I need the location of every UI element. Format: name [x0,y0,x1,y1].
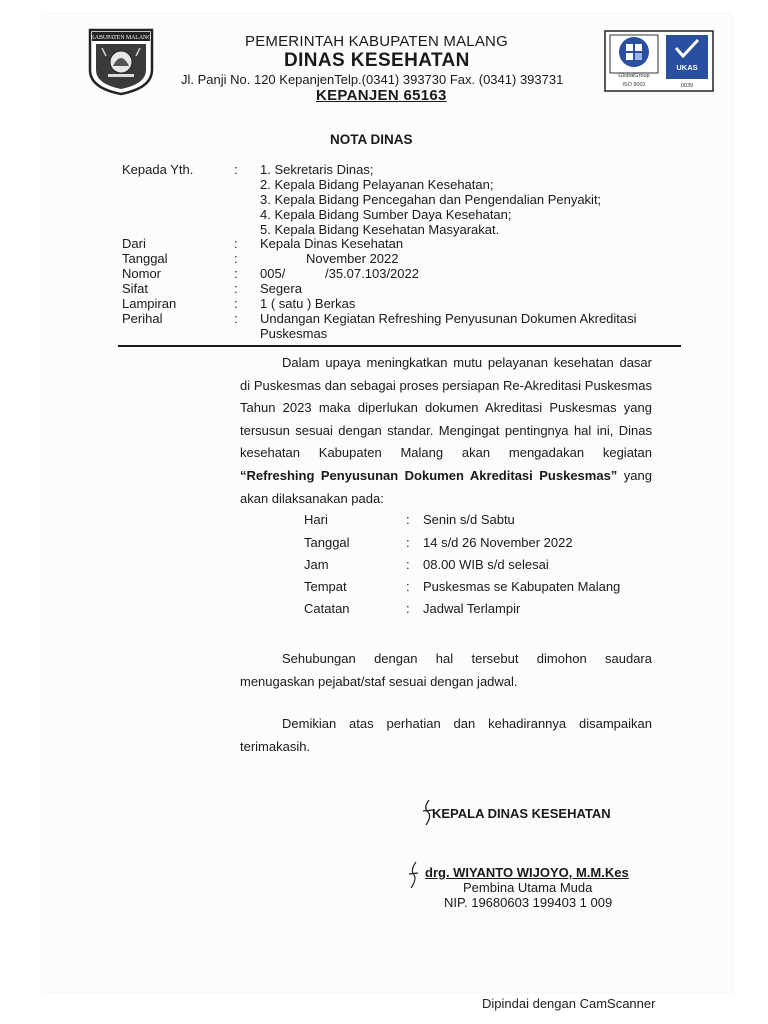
svg-text:ISO 9001: ISO 9001 [622,82,646,88]
subject-value: Undangan Kegiatan Refreshing Penyusunan Dokumen Akreditasi [260,311,637,326]
svg-text:0039: 0039 [680,83,694,89]
schedule-label: Jam [304,557,329,572]
paragraph-text: Sehubungan dengan hal tersebut dimohon saudara menugaskan pejabat/staf sesuai dengan jadwal. [240,651,652,689]
attachment-label: Lampiran [122,296,177,311]
agency-address: Jl. Panji No. 120 KepanjenTelp.(0341) 393730 Fax. (0341) 393731 [181,72,564,87]
subject-value-cont: Puskesmas [260,326,328,341]
kabupaten-malang-logo [86,26,156,96]
colon: : [234,266,238,281]
schedule-value: Senin s/d Sabtu [423,512,515,527]
colon: : [234,251,238,266]
svg-text:KABUPATEN MALANG: KABUPATEN MALANG [90,35,152,41]
attachment-value: 1 ( satu ) Berkas [260,296,356,311]
colon: : [234,311,238,326]
signature-mark [406,860,422,890]
schedule-label: Tempat [304,579,347,594]
svg-text:UKAS: UKAS [676,63,698,72]
recipient-item: 3. Kepala Bidang Pencegahan dan Pengendalian Penyakit; [260,192,602,207]
colon: : [406,601,410,616]
from-value: Kepala Dinas Kesehatan [260,236,404,251]
colon: : [234,162,238,177]
nature-value: Segera [260,281,302,296]
colon: : [234,296,238,311]
schedule-label: Tanggal [304,535,350,550]
scanner-watermark: Dipindai dengan CamScanner [482,996,656,1011]
separator-line [118,345,681,347]
event-name: “Refreshing Penyusunan Dokumen Akreditasi Puskesmas” [240,467,618,483]
number-value-part1: 005/ [260,266,286,281]
schedule-value: Jadwal Terlampir [423,601,521,616]
agency-name: DINAS KESEHATAN [284,50,470,71]
body-paragraph-1 [240,352,652,510]
number-value-part2: /35.07.103/2022 [325,266,419,281]
colon: : [406,557,410,572]
iso-ukas-certification-logo [604,30,714,92]
date-label: Tanggal [122,251,168,266]
signatory-nip: NIP. 19680603 199403 1 009 [444,895,613,910]
colon: : [406,512,410,527]
colon: : [406,535,410,550]
colon: : [406,579,410,594]
signatory-rank: Pembina Utama Muda [463,880,593,895]
schedule-value: Puskesmas se Kabupaten Malang [423,579,621,594]
signatory-title: KEPALA DINAS KESEHATAN [432,806,611,821]
schedule-value: 14 s/d 26 November 2022 [423,535,573,550]
from-label: Dari [122,236,146,251]
schedule-value: 08.00 WIB s/d selesai [423,557,549,572]
date-value: November 2022 [306,251,399,266]
paragraph-text: Demikian atas perhatian dan kehadirannya disampaikan terimakasih. [240,716,652,754]
colon: : [234,281,238,296]
nature-label: Sifat [122,281,149,296]
schedule-label: Catatan [304,601,350,616]
body-paragraph-3 [240,713,652,758]
agency-city: KEPANJEN 65163 [316,87,447,104]
recipient-item: 2. Kepala Bidang Pelayanan Kesehatan; [260,177,494,192]
paragraph-text: Dalam upaya meningkatkan mutu pelayanan kesehatan dasar di Puskesmas dan sebagai proses persiapan Re-Akreditasi Puskesmas Tahun 2023 maka diperlukan dokumen Akreditasi Puskesmas yang tersusun sesuai dengan standar. Mengingat pentingnya hal ini, Dinas kesehatan Kabupaten Malang akan mengadakan kegiatan [240,355,652,461]
document-title: NOTA DINAS [330,132,413,147]
svg-text:GlobalGroup: GlobalGroup [618,73,650,79]
number-label: Nomor [122,266,162,281]
subject-label: Perihal [122,311,163,326]
body-paragraph-2 [240,648,652,693]
recipient-item: 4. Kepala Bidang Sumber Daya Kesehatan; [260,207,512,222]
signatory-name: drg. WIYANTO WIJOYO, M.M.Kes [425,865,629,880]
recipient-item: 1. Sekretaris Dinas; [260,162,374,177]
schedule-label: Hari [304,512,328,527]
recipient-item: 5. Kepala Bidang Kesehatan Masyarakat. [260,222,500,237]
government-name: PEMERINTAH KABUPATEN MALANG [245,33,508,50]
colon: : [234,236,238,251]
paragraph-text-end: yang akan dilaksanakan pada: [240,467,652,506]
to-label: Kepada Yth. [122,162,194,177]
